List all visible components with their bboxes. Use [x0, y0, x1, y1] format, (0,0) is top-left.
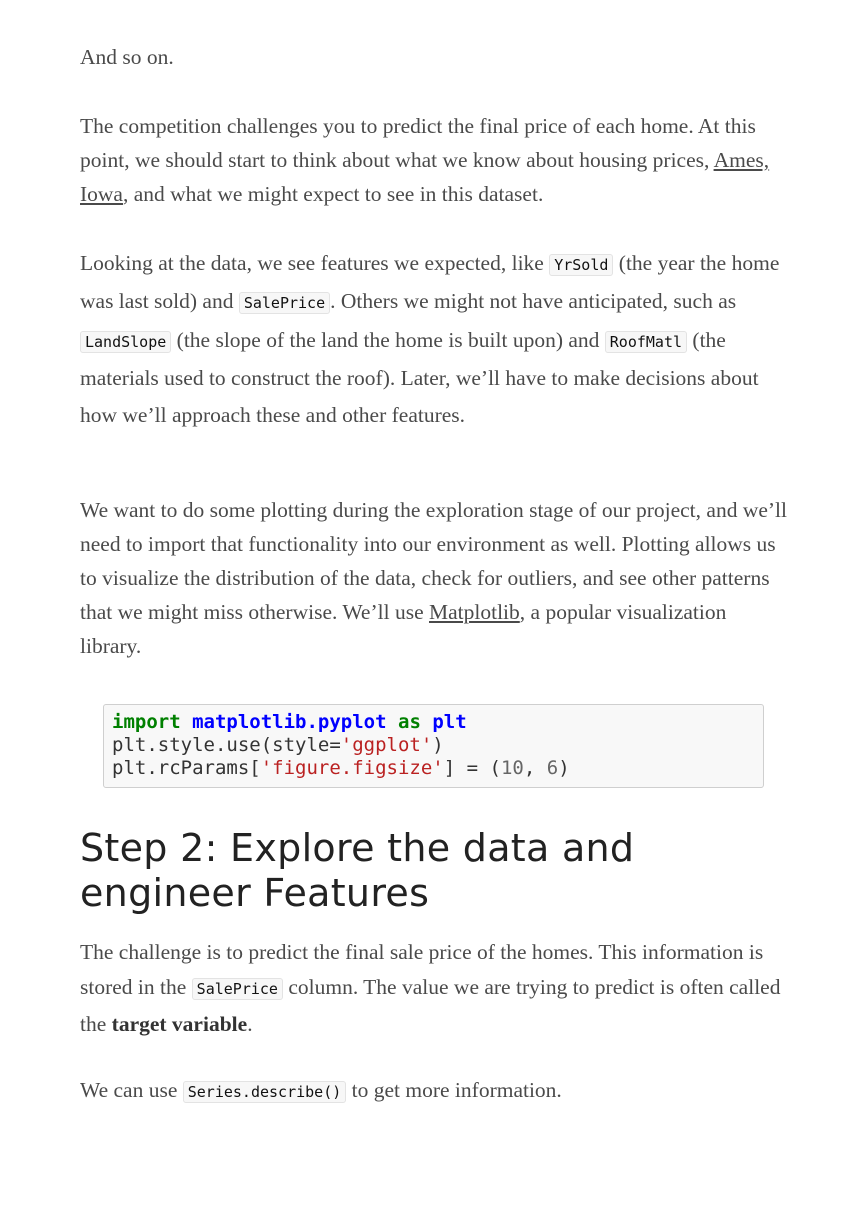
paragraph-target	[80, 935, 792, 1042]
code-series-describe: Series.describe()	[183, 1081, 347, 1103]
code-alias: plt	[432, 711, 467, 733]
code-saleprice-2: SalePrice	[192, 978, 283, 1000]
ames-iowa-link[interactable]: Ames, Iowa	[80, 148, 770, 206]
code-text: )	[432, 734, 444, 756]
text: to get more information.	[346, 1078, 562, 1102]
code-saleprice: SalePrice	[239, 292, 330, 314]
paragraph-competition	[80, 109, 792, 211]
code-roofmatl: RoofMatl	[605, 331, 687, 353]
bold-target-variable: target variable	[111, 1012, 248, 1036]
matplotlib-link[interactable]: Matplotlib	[429, 600, 520, 624]
code-keyword-as: as	[398, 711, 421, 733]
code-number: 6	[546, 757, 559, 779]
text: , a popular visualization library.	[80, 600, 727, 658]
text: .	[247, 1012, 253, 1036]
code-string: 'figure.figsize'	[260, 757, 444, 779]
text: Looking at the data, we see features we expected, like	[80, 251, 550, 275]
paragraph-features	[80, 245, 792, 433]
code-text: plt.style.use(style=	[112, 734, 341, 756]
text: , and what we might expect to see in this dataset.	[122, 182, 544, 206]
code-yrsold: YrSold	[549, 254, 613, 276]
text: (the slope of the land the home is built upon) and	[171, 327, 605, 352]
text: column. The value we are trying to predict is often called the	[80, 975, 781, 1036]
code-text: ,	[523, 757, 547, 779]
text: (the year the home was last sold) and	[80, 251, 780, 314]
text: The competition challenges you to predict the final price of each home. At this point, we should start to think about what we know about housing prices,	[80, 114, 756, 172]
paragraph-plotting	[80, 493, 792, 663]
code-landslope: LandSlope	[80, 331, 171, 353]
code-block[interactable]	[103, 704, 764, 788]
code-text: plt.rcParams[	[112, 757, 261, 779]
section-heading: Step 2: Explore the data and engineer Features	[80, 826, 635, 915]
paragraph-and-so-on: And so on.	[80, 45, 174, 69]
text: We can use	[80, 1078, 183, 1102]
code-string: 'ggplot'	[340, 734, 433, 756]
text: . Others we might not have anticipated, such as	[330, 289, 737, 314]
code-number: 10	[500, 757, 524, 779]
paragraph-describe	[80, 1073, 792, 1109]
code-text: )	[558, 757, 570, 779]
text: (the materials used to construct the roof). Later, we’ll have to make decisions about how we’ll approach these and other features.	[80, 327, 759, 427]
text: The challenge is to predict the final sale price of the homes. This information is stored in the	[80, 940, 764, 999]
code-keyword-import: import	[112, 711, 181, 733]
text: We want to do some plotting during the exploration stage of our project, and we’ll need to import that functionality into our environment as well. Plotting allows us to visualize the distribution of the data, check for outliers, and see other patterns that we might miss otherwise. We’ll use	[80, 498, 788, 624]
code-module: matplotlib.pyplot	[192, 711, 387, 733]
code-text: ] = (	[443, 757, 501, 779]
